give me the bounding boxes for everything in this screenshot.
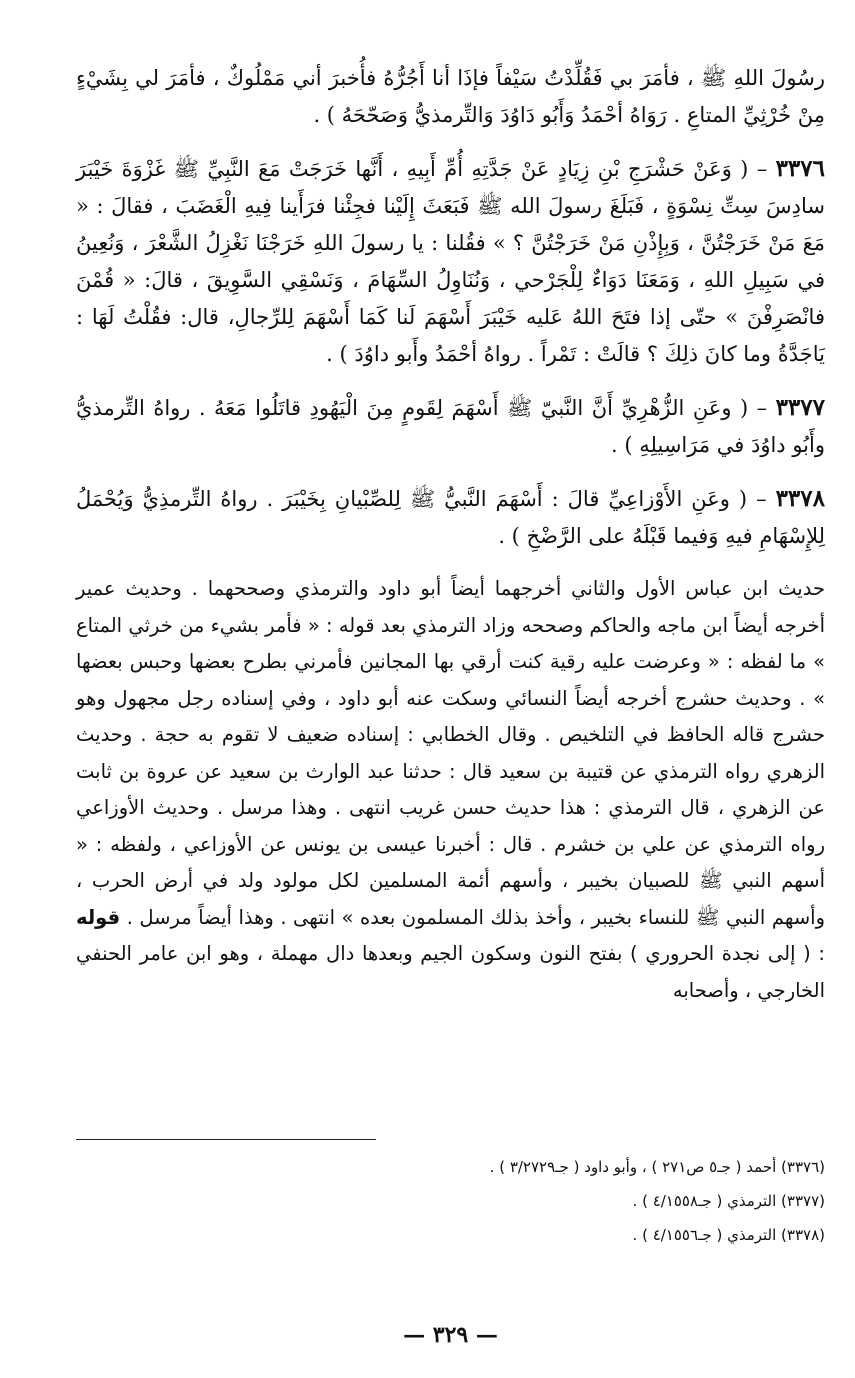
commentary-text: حديث ابن عباس الأول والثاني أخرجهما أيضاً أبو داود والترمذي وصححهما . وحديث عمير أخرجه أيضاً ابن ماجه والحاكم وصححه وزاد الترمذي بعد قوله : « فأمر بشيء من خرثي المتاع » ما لفظه : « وعرضت عليه رقية كنت أرقي بها المجانين فأمرني بطرح بعضها وحبس بعضها » . وحديث حشرج أخرجه أيضاً النسائي وسكت عنه أبو داود ، وفي إسناده رجل مجهول وهو حشرج قاله الحافظ في التلخيص . وقال الخطابي : إسناده ضعيف لا تقوم به حجة . وحديث الزهري رواه الترمذي عن قتيبة بن سعيد قال : حدثنا عبد الوارث بن سعيد عن عروة بن ثابت عن الزهري ، قال الترمذي : هذا حديث حسن غريب انتهى . وهذا مرسل . وحديث الأوزاعي رواه الترمذي عن علي بن خشرم . قال : أخبرنا عيسى بن يونس عن الأوزاعي ، ولفظه : « أسهم النبي ﷺ للصبيان بخيبر ، وأسهم أئمة المسلمين لكل مولود ولد في أرض الحرب ، وأسهم النبي ﷺ للنساء بخيبر ، وأخذ بذلك المسلمون بعده » انتهى . وهذا أيضاً مرسل .: [76, 577, 825, 929]
hadith-3378: [76, 480, 825, 555]
hadith-text: رسُولَ اللهِ ﷺ ، فأمَرَ بي فَقُلِّدْتُ سَيْفاً فإذَا أنا أَجُرُّهُ فأُخبرَ أني مَمْلُوكٌ ، فأمَرَ لي بِشَيْءٍ مِنْ خُرْثِيِّ المتاعِ . رَوَاهُ أحْمَدُ وَأَبُو دَاوُدَ وَالتِّرمذيُّ وَصَحّحَهُ ) .: [76, 66, 825, 127]
hadith-number: ٣٣٧٨: [775, 485, 825, 512]
hadith-continuation: [76, 60, 825, 134]
hadith-text: – ( وَعَنْ حَشْرَجِ بْنِ زِيَادٍ عَنْ جَدَّتِهِ أُمِّ أَبِيهِ ، أَنَّها خَرَجَتْ مَعَ النَّبِيِّ ﷺ غَزْوَةَ خَيْبَرَ سادِسَ سِتِّ نِسْوَةٍ ، فَبَلَغَ رسولَ الله ﷺ فَبَعَثَ إِلَيْنا فجِئْنا فرَأَينا فِيهِ الْغَضَبَ ، فقالَ : « مَعَ مَنْ خَرَجْتُنَّ ، وَبِإِذْنِ مَنْ خَرَجْتُنَّ ؟ » فقُلنا : يا رسولَ اللهِ خَرَجْنَا نَغْزِلُ الشَّعْرَ ، وَنُعِينُ في سَبِيلِ اللهِ ، وَمَعَنَا دَوَاءٌ لِلْجَرْحي ، وَنُنَاوِلُ السِّهَامَ ، وَنَسْقِي السَّوِيقَ ، قالَ: « قُمْنَ فانْصَرِفْنَ » حتّى إذا فتَحَ اللهُ عَليه خَيْبَرَ أَسْهَمَ لَنا كَمَا أَسْهَمَ لِلرِّجالِ، قال: فقُلْتُ لَهَا : يَاجَدَّةُ وما كانَ ذلِكَ ؟ قالَتْ : تَمْراً . رواهُ أحْمَدُ وأَبو داوُدَ ) .: [76, 157, 825, 366]
hadith-3377: [76, 389, 825, 464]
footnote: (٣٣٧٧) الترمذي ( جـ٤/١٥٥٨ ) .: [632, 1192, 825, 1210]
book-page: [76, 60, 825, 1378]
hadith-number: ٣٣٧٧: [775, 394, 825, 421]
footnote: (٣٣٧٨) الترمذي ( جـ٤/١٥٥٦ ) .: [632, 1226, 825, 1244]
commentary-text-continued: : ( إلى نجدة الحروري ) بفتح النون وسكون الجيم وبعدها دال مهملة ، وهو ابن عامر الحنفي الخارجي ، وأصحابه: [76, 942, 825, 1002]
footnote-divider: [76, 1139, 376, 1140]
page-number: — ٣٢٩ —: [403, 1322, 498, 1348]
hadith-3376: [76, 150, 825, 373]
commentary: [76, 571, 825, 1009]
hadith-number: ٣٣٧٦: [775, 155, 825, 182]
footnotes: [76, 1150, 825, 1252]
hadith-text: – ( وعَنِ الزُّهْرِيِّ أَنَّ النَّبيّ ﷺ أَسْهَمَ لِقَومٍ مِنَ الْيَهُودِ قاتَلُوا مَعَهُ . رواهُ التِّرمذيُّ وأَبُو داوُدَ في مَرَاسِيلِهِ ) .: [76, 396, 825, 457]
hadith-text: – ( وعَنِ الأَوْزاعِيِّ قالَ : أَسْهَمَ النَّبيُّ ﷺ لِلصِّبْيانِ بِخَيْبَرَ . رواهُ التِّرمذِيُّ وَيُحْمَلُ لِلإِسْهَامِ فيهِ وَفيما قَبْلَهُ على الرَّضْخِ ) .: [76, 487, 825, 548]
commentary-keyword: قوله: [76, 905, 121, 929]
footnote: (٣٣٧٦) أحمد ( جـ٥ ص٢٧١ ) ، وأبو داود ( جـ٣/٢٧٢٩ ) .: [489, 1158, 825, 1176]
